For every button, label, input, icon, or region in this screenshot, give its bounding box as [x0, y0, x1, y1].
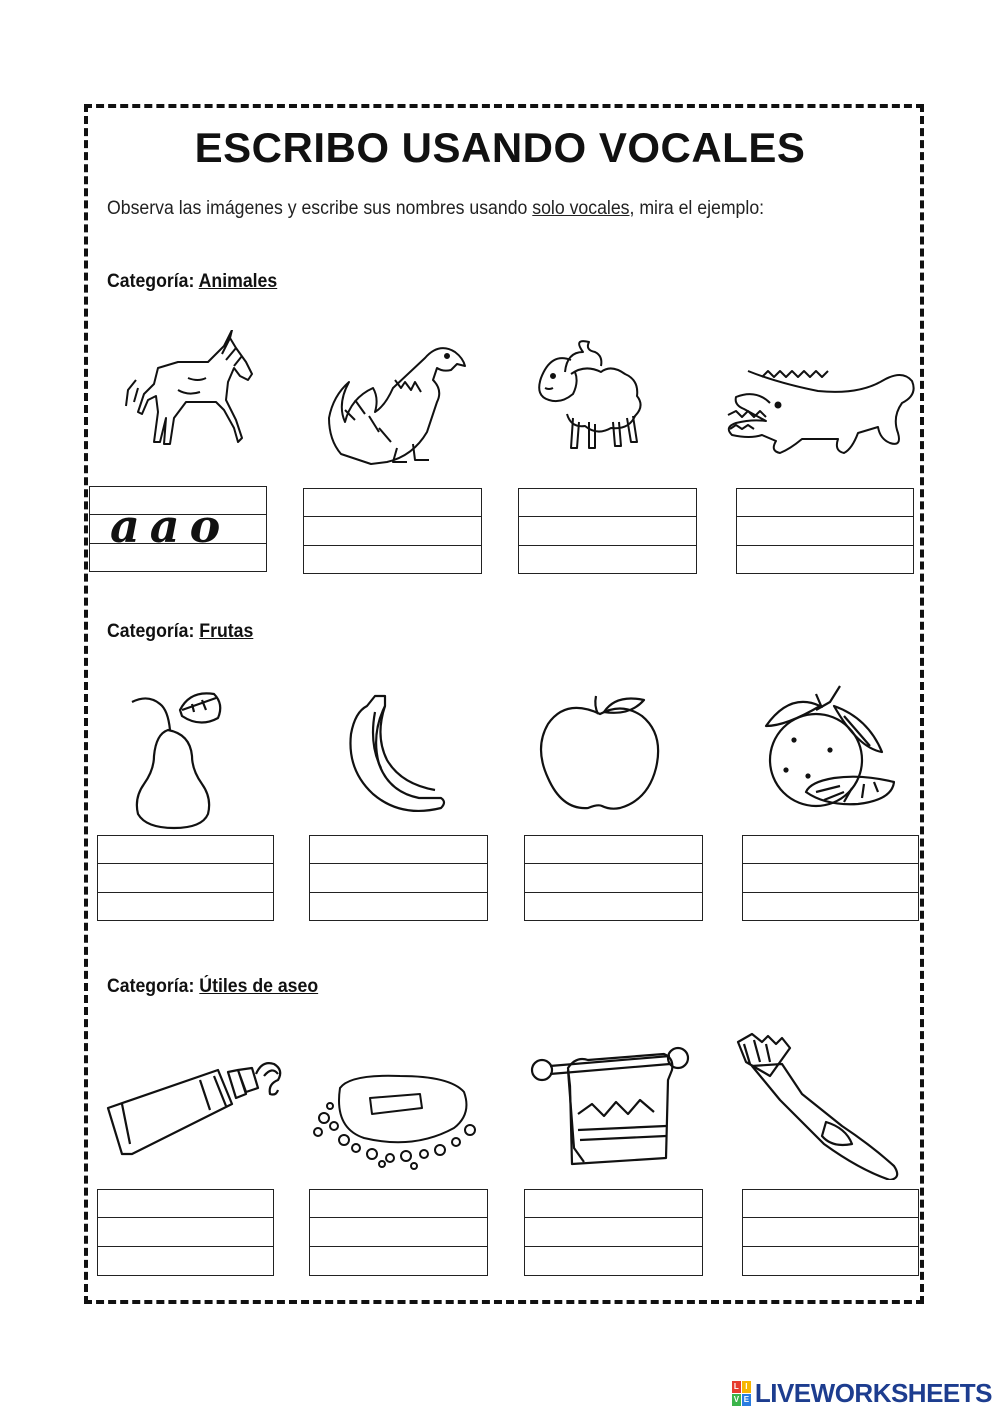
- answer-box[interactable]: [524, 835, 703, 921]
- brand-logo-icon: L I V E: [733, 1381, 750, 1404]
- answer-box[interactable]: [309, 1189, 488, 1276]
- answer-box[interactable]: [742, 1189, 919, 1276]
- answer-box[interactable]: [97, 835, 274, 921]
- answer-box: [89, 486, 267, 572]
- instructions-emphasis: solo vocales: [532, 198, 630, 219]
- banana-icon: [345, 690, 450, 815]
- answer-box[interactable]: [97, 1189, 274, 1276]
- orange-icon: [760, 680, 895, 815]
- answer-box[interactable]: [742, 835, 919, 921]
- towel-icon: [528, 1044, 693, 1174]
- category-label-animales: Categoría: Animales: [107, 271, 278, 292]
- toothbrush-icon: [730, 1030, 905, 1180]
- crocodile-icon: [722, 355, 917, 470]
- soap-icon: [310, 1068, 485, 1173]
- answer-box[interactable]: [303, 488, 482, 574]
- category-name: Útiles de aseo: [199, 976, 319, 997]
- instructions-text-end: , mira el ejemplo:: [629, 198, 765, 219]
- instructions-text: Observa las imágenes y escribe sus nombres usando: [107, 198, 533, 219]
- horse-icon: [118, 330, 258, 465]
- answer-box[interactable]: [518, 488, 697, 574]
- page-title: ESCRIBO USANDO VOCALES: [194, 124, 806, 171]
- answer-box[interactable]: [736, 488, 914, 574]
- brand-name: LIVEWORKSHEETS: [754, 1377, 992, 1408]
- brand-footer: [732, 1378, 992, 1408]
- apple-icon: [538, 692, 668, 812]
- pear-icon: [128, 688, 228, 833]
- toothpaste-icon: [104, 1058, 289, 1163]
- category-label-utiles: Categoría: Útiles de aseo: [107, 976, 319, 997]
- answer-box[interactable]: [309, 835, 488, 921]
- instructions: [107, 198, 764, 220]
- vulture-icon: [325, 340, 470, 470]
- category-name: Frutas: [199, 621, 254, 642]
- answer-box[interactable]: [524, 1189, 703, 1276]
- example-answer: aao: [110, 499, 231, 553]
- category-label-frutas: Categoría: Frutas: [107, 621, 254, 642]
- sheep-icon: [535, 338, 650, 453]
- category-name: Animales: [198, 271, 278, 292]
